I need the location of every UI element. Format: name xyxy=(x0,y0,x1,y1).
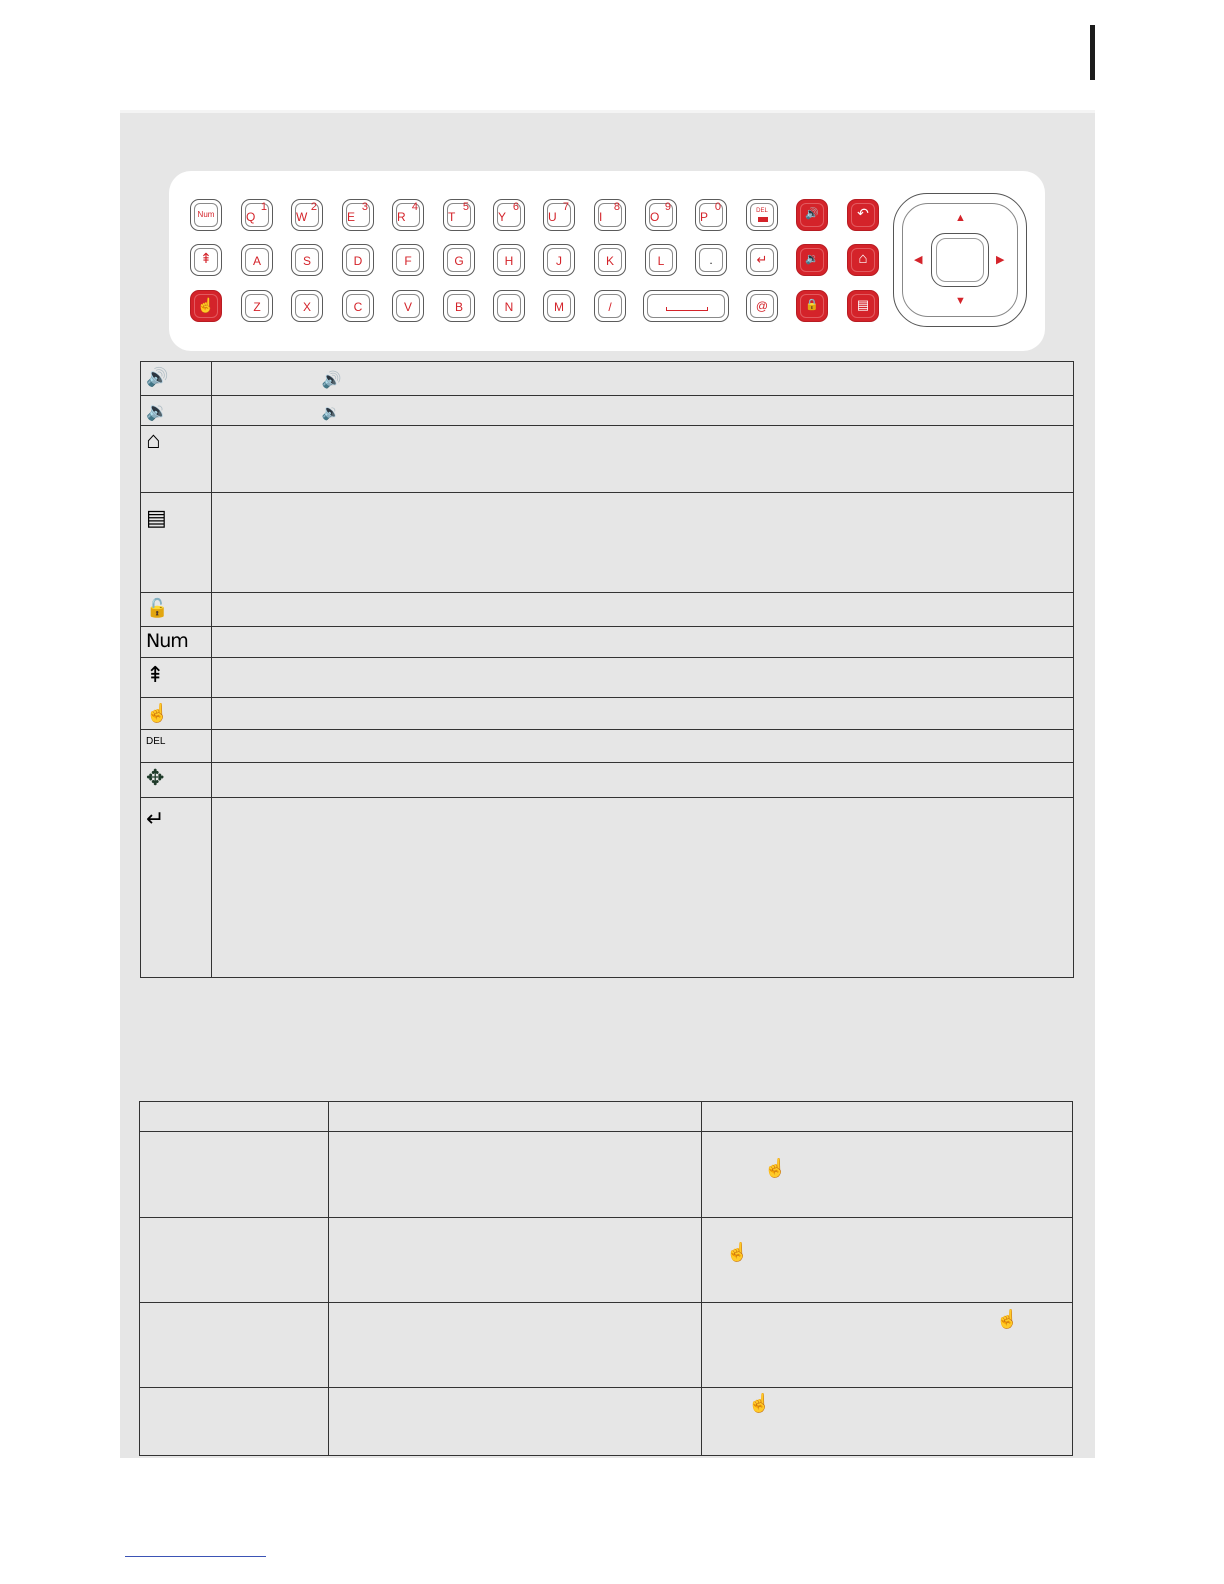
table-cell xyxy=(140,1388,329,1456)
key-c[interactable]: C xyxy=(342,290,374,322)
pointer-icon: ☝ xyxy=(764,1158,787,1178)
key-l[interactable]: L xyxy=(645,244,677,276)
table-cell-description xyxy=(212,593,1074,627)
enter-icon: ↵ xyxy=(146,806,165,831)
table-cell-description xyxy=(212,763,1074,798)
volume-down-inline-icon: 🔉 xyxy=(321,403,341,421)
key-slash[interactable]: / xyxy=(594,290,626,322)
header-cell xyxy=(702,1102,1073,1132)
key-o[interactable]: O 9 xyxy=(645,199,677,231)
key-i[interactable]: I 8 xyxy=(594,199,626,231)
function-table xyxy=(139,1101,1073,1456)
table-row xyxy=(141,426,1074,493)
key-volume-up[interactable]: 🔊 xyxy=(796,199,828,231)
table-cell xyxy=(329,1132,702,1218)
key-num[interactable]: Num xyxy=(190,199,222,231)
key-q[interactable]: Q 1 xyxy=(241,199,273,231)
delete-icon xyxy=(758,217,768,222)
table-row xyxy=(140,1132,1073,1218)
key-y[interactable]: Y 6 xyxy=(493,199,525,231)
table-row xyxy=(141,627,1074,658)
table-cell-description xyxy=(212,426,1074,493)
key-d[interactable]: D xyxy=(342,244,374,276)
table-cell-icon xyxy=(141,627,212,658)
key-b[interactable]: B xyxy=(443,290,475,322)
table-cell-icon xyxy=(141,362,212,396)
table-cell-description xyxy=(212,698,1074,730)
key-e[interactable]: E 3 xyxy=(342,199,374,231)
menu-icon: ▤ xyxy=(146,505,167,530)
key-w[interactable]: W 2 xyxy=(291,199,323,231)
key-description-table xyxy=(140,361,1074,978)
key-enter[interactable]: ↵ xyxy=(746,244,778,276)
pointer-icon: ☝ xyxy=(748,1393,771,1413)
table-cell xyxy=(702,1303,1073,1388)
table-cell xyxy=(140,1132,329,1218)
key-m[interactable]: M xyxy=(543,290,575,322)
space-icon xyxy=(666,307,708,311)
key-u[interactable]: U 7 xyxy=(543,199,575,231)
table-cell-icon xyxy=(141,396,212,426)
key-g[interactable]: G xyxy=(443,244,475,276)
table-row xyxy=(141,362,1074,396)
table-cell xyxy=(140,1303,329,1388)
footer-link-underline[interactable] xyxy=(125,1556,266,1557)
arrow-left-icon[interactable]: ◀ xyxy=(914,254,923,266)
table-cell-description xyxy=(212,493,1074,593)
key-delete[interactable]: DEL xyxy=(746,199,778,231)
table-cell-description xyxy=(212,798,1074,978)
table-cell-icon xyxy=(141,763,212,798)
key-space[interactable] xyxy=(643,290,729,322)
table-cell xyxy=(702,1132,1073,1218)
key-f[interactable]: F xyxy=(392,244,424,276)
key-v[interactable]: V xyxy=(392,290,424,322)
delete-icon: DEL xyxy=(146,736,166,747)
table-cell-icon xyxy=(141,426,212,493)
table-cell xyxy=(329,1218,702,1303)
table-row xyxy=(141,658,1074,698)
key-t[interactable]: T 5 xyxy=(443,199,475,231)
key-z[interactable]: Z xyxy=(241,290,273,322)
key-x[interactable]: X xyxy=(291,290,323,322)
header-cell xyxy=(140,1102,329,1132)
table-cell-description xyxy=(212,362,1074,396)
table-cell-description xyxy=(212,730,1074,763)
key-period[interactable]: . xyxy=(695,244,727,276)
pointer-icon: ☝ xyxy=(146,703,169,723)
table-row xyxy=(141,730,1074,763)
table-row xyxy=(141,798,1074,978)
table-row xyxy=(141,763,1074,798)
page-edge-bar xyxy=(1090,25,1095,80)
key-shift[interactable]: ⇞ xyxy=(190,244,222,276)
pointer-icon: ☝ xyxy=(996,1309,1019,1329)
arrow-right-icon[interactable]: ▶ xyxy=(996,254,1005,266)
table-cell xyxy=(702,1388,1073,1456)
volume-up-inline-icon: 🔊 xyxy=(321,371,342,389)
arrow-down-icon[interactable]: ▼ xyxy=(955,295,966,307)
table-row xyxy=(140,1218,1073,1303)
key-a[interactable]: A xyxy=(241,244,273,276)
table-row xyxy=(141,593,1074,627)
key-at[interactable]: @ xyxy=(746,290,778,322)
table-cell xyxy=(702,1218,1073,1303)
key-menu[interactable]: ▤ xyxy=(847,290,879,322)
table-row xyxy=(141,396,1074,426)
volume-down-icon: 🔉 xyxy=(146,401,169,421)
table-cell xyxy=(140,1218,329,1303)
table-cell xyxy=(329,1303,702,1388)
header-cell xyxy=(329,1102,702,1132)
table-cell-icon xyxy=(141,798,212,978)
table-row xyxy=(141,493,1074,593)
key-volume-down[interactable]: 🔉 xyxy=(796,244,828,276)
volume-up-icon: 🔊 xyxy=(146,367,169,387)
key-back[interactable]: ↶ xyxy=(847,199,879,231)
lock-icon: 🔓 xyxy=(146,598,169,618)
key-s[interactable]: S xyxy=(291,244,323,276)
table-cell-icon xyxy=(141,698,212,730)
table-cell-icon xyxy=(141,493,212,593)
table-cell-description xyxy=(212,396,1074,426)
table-cell xyxy=(329,1388,702,1456)
shift-icon: ⇞ xyxy=(146,662,165,687)
key-k[interactable]: K xyxy=(594,244,626,276)
key-j[interactable]: J xyxy=(543,244,575,276)
table-cell-icon xyxy=(141,730,212,763)
key-n[interactable]: N xyxy=(493,290,525,322)
num-icon: Num xyxy=(146,630,188,652)
table-row xyxy=(140,1388,1073,1456)
key-h[interactable]: H xyxy=(493,244,525,276)
key-lock[interactable]: 🔒 xyxy=(796,290,828,322)
pointer-icon: ☝ xyxy=(726,1242,749,1262)
key-r[interactable]: R 4 xyxy=(392,199,424,231)
table-row xyxy=(140,1303,1073,1388)
navigation-center-button[interactable] xyxy=(931,233,989,287)
key-pointer[interactable]: ☝ xyxy=(190,290,222,322)
home-icon: ⌂ xyxy=(146,427,161,454)
table-cell-description xyxy=(212,627,1074,658)
table-row xyxy=(141,698,1074,730)
table-cell-description xyxy=(212,658,1074,698)
key-p[interactable]: P 0 xyxy=(695,199,727,231)
table-cell-icon xyxy=(141,593,212,627)
key-home[interactable]: ⌂ xyxy=(847,244,879,276)
table-cell-icon xyxy=(141,658,212,698)
table-header-row xyxy=(140,1102,1073,1132)
dpad-icon: ✥ xyxy=(146,765,165,790)
arrow-up-icon[interactable]: ▲ xyxy=(955,212,966,224)
